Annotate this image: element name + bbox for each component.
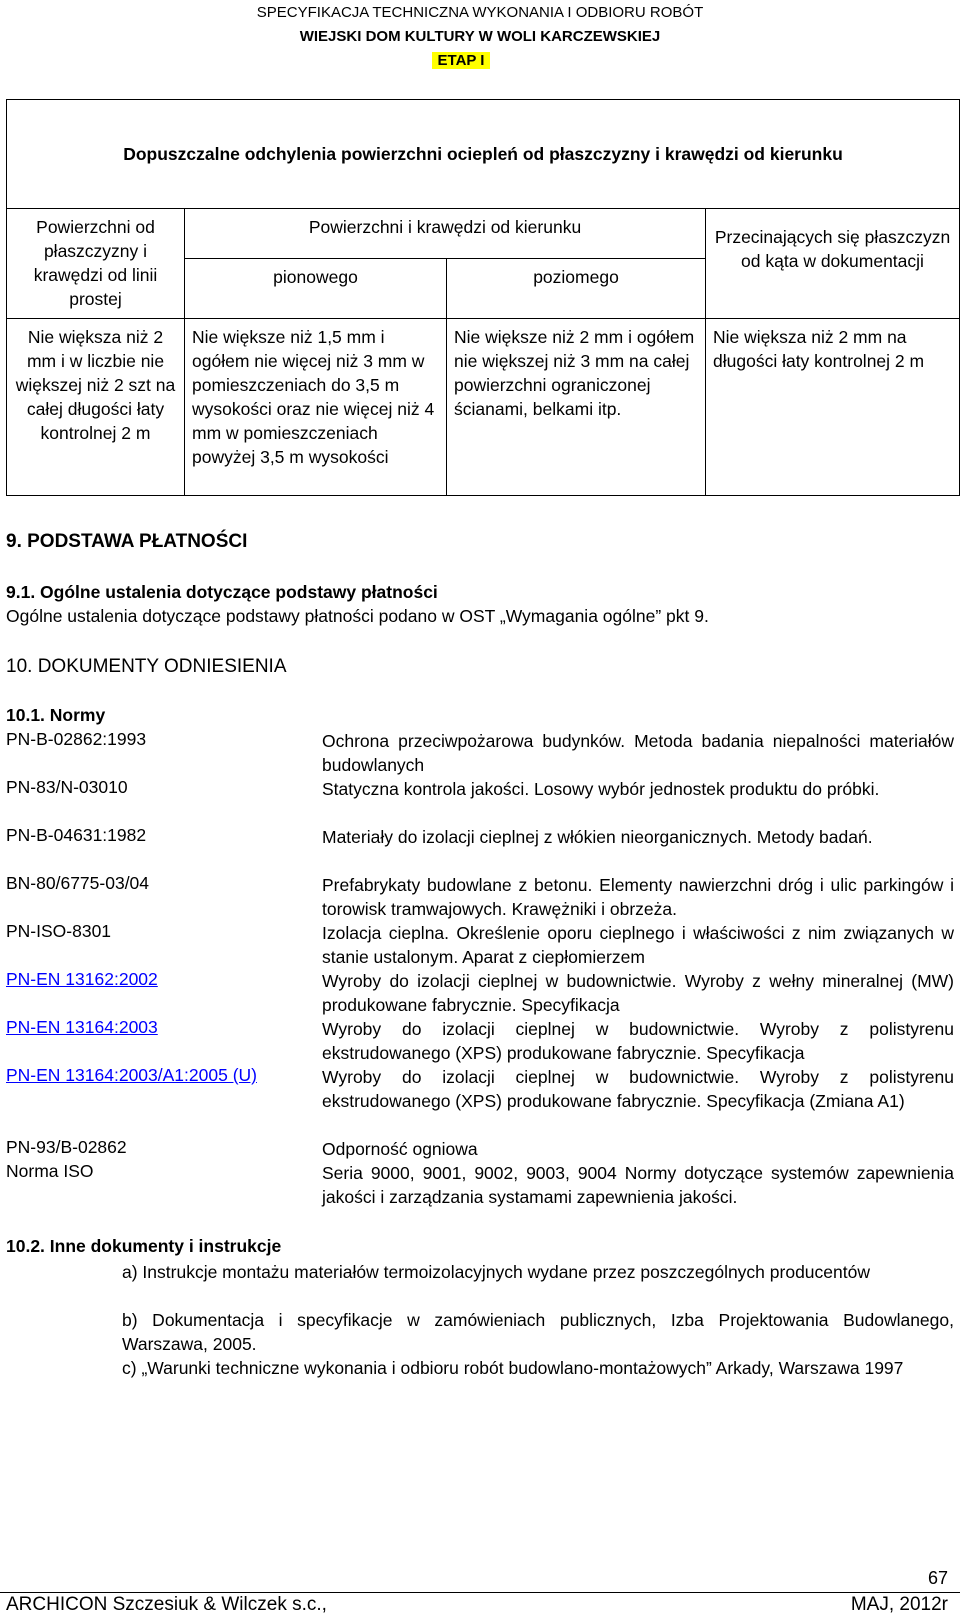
table-cell: Nie większe niż 1,5 mm i ogółem nie więcej niż 3 mm w pomieszczeniach do 3,5 m wysokości oraz nie więcej niż 4 mm w pomieszczeniach powyżej 3,5 m wysokości xyxy=(185,319,447,496)
norm-description: Seria 9000, 9001, 9002, 9003, 9004 Normy dotyczące systemów zapewnienia jakości i zarządzania systamami zapewnienia jakości. xyxy=(322,1163,954,1207)
norm-code: PN-B-04631:1982 xyxy=(6,825,147,845)
norm-description: Wyroby do izolacji cieplnej w budownictwie. Wyroby z polistyrenu ekstrudowanego (XPS) produkowane fabrycznie. Specyfikacja xyxy=(322,1019,954,1063)
section-10-1-heading: 10.1. Normy xyxy=(6,705,106,725)
norm-description: Ochrona przeciwpożarowa budynków. Metoda badania niepalności materiałów budowlanych xyxy=(322,731,954,775)
section-9-1-text: Ogólne ustalenia dotyczące podstawy płatności podano w OST „Wymagania ogólne” pkt 9. xyxy=(6,606,709,626)
table-title: Dopuszczalne odchylenia powierzchni ociepleń od płaszczyzny i krawędzi od kierunku xyxy=(7,100,960,209)
norm-code: PN-93/B-02862 xyxy=(6,1137,127,1157)
doc-header-stage: ETAP I xyxy=(432,52,490,69)
footer-divider xyxy=(0,1592,960,1593)
norm-code: Norma ISO xyxy=(6,1161,94,1181)
norm-description: Wyroby do izolacji cieplnej w budownictwie. Wyroby z wełny mineralnej (MW) produkowane fabrycznie. Specyfikacja xyxy=(322,971,954,1015)
norm-link[interactable]: PN-EN 13164:2003/A1:2005 (U) xyxy=(6,1065,257,1085)
norm-description: Materiały do izolacji cieplnej z włókien nieorganicznych. Metody badań. xyxy=(322,827,873,847)
section-10-2-heading: 10.2. Inne dokumenty i instrukcje xyxy=(6,1236,282,1256)
doc-header-title: SPECYFIKACJA TECHNICZNA WYKONANIA I ODBIORU ROBÓT xyxy=(256,4,704,21)
norm-description: Odporność ogniowa xyxy=(322,1139,478,1159)
doc-header-project: WIEJSKI DOM KULTURY W WOLI KARCZEWSKIEJ xyxy=(299,28,661,45)
list-item: b) Dokumentacja i specyfikacje w zamówieniach publicznych, Izba Projektowania Budowlanego, Warszawa, 2005. xyxy=(122,1310,954,1354)
table-cell: Nie większa niż 2 mm i w liczbie nie większej niż 2 szt na całej długości łaty kontrolnej 2 m xyxy=(7,319,185,496)
header-cell-horizontal: poziomego xyxy=(447,259,706,319)
section-9-1-heading: 9.1. Ogólne ustalenia dotyczące podstawy płatności xyxy=(6,582,438,602)
norm-code: PN-83/N-03010 xyxy=(6,777,128,797)
table-cell: Nie większe niż 2 mm i ogółem nie większej niż 3 mm na całej powierzchni ograniczonej ścianami, belkami itp. xyxy=(447,319,706,496)
norm-code: PN-ISO-8301 xyxy=(6,921,112,941)
norm-code: PN-B-02862:1993 xyxy=(6,729,147,749)
page-number: 67 xyxy=(927,1568,948,1588)
section-9-heading: 9. PODSTAWA PŁATNOŚCI xyxy=(6,531,248,552)
header-cell-vertical: pionowego xyxy=(185,259,447,319)
list-item: c) „Warunki techniczne wykonania i odbioru robót budowlano-montażowych” Arkady, Warszawa 1997 xyxy=(122,1358,904,1378)
header-cell-direction: Powierzchni i krawędzi od kierunku xyxy=(185,209,706,259)
footer-company: ARCHICON Szczesiuk & Wilczek s.c., xyxy=(6,1594,327,1615)
norm-description: Wyroby do izolacji cieplnej w budownictwie. Wyroby z polistyrenu ekstrudowanego (XPS) produkowane fabrycznie. Specyfikacja (Zmiana A1) xyxy=(322,1067,954,1111)
header-cell-plane: Powierzchni od płaszczyzny i krawędzi od linii prostej xyxy=(7,209,185,319)
norm-description: Prefabrykaty budowlane z betonu. Elementy nawierzchni dróg i ulic parkingów i torowisk tramwajowych. Krawężniki i obrzeża. xyxy=(322,875,954,919)
footer-date: MAJ, 2012r xyxy=(850,1594,948,1615)
table-cell: Nie większa niż 2 mm na długości łaty kontrolnej 2 m xyxy=(706,319,960,496)
norm-link[interactable]: PN-EN 13164:2003 xyxy=(6,1017,158,1037)
norm-description: Statyczna kontrola jakości. Losowy wybór jednostek produktu do próbki. xyxy=(322,779,880,799)
deviation-table xyxy=(6,99,960,496)
norm-code: BN-80/6775-03/04 xyxy=(6,873,150,893)
section-10-heading: 10. DOKUMENTY ODNIESIENIA xyxy=(6,656,287,677)
norm-link[interactable]: PN-EN 13162:2002 xyxy=(6,969,158,989)
list-item: a) Instrukcje montażu materiałów termoizolacyjnych wydane przez poszczególnych producentów xyxy=(122,1262,870,1282)
header-cell-angle: Przecinających się płaszczyzn od kąta w dokumentacji xyxy=(706,209,960,319)
norm-description: Izolacja cieplna. Określenie oporu cieplnego i właściwości z nim związanych w stanie ustalonym. Aparat z ciepłomierzem xyxy=(322,923,954,967)
